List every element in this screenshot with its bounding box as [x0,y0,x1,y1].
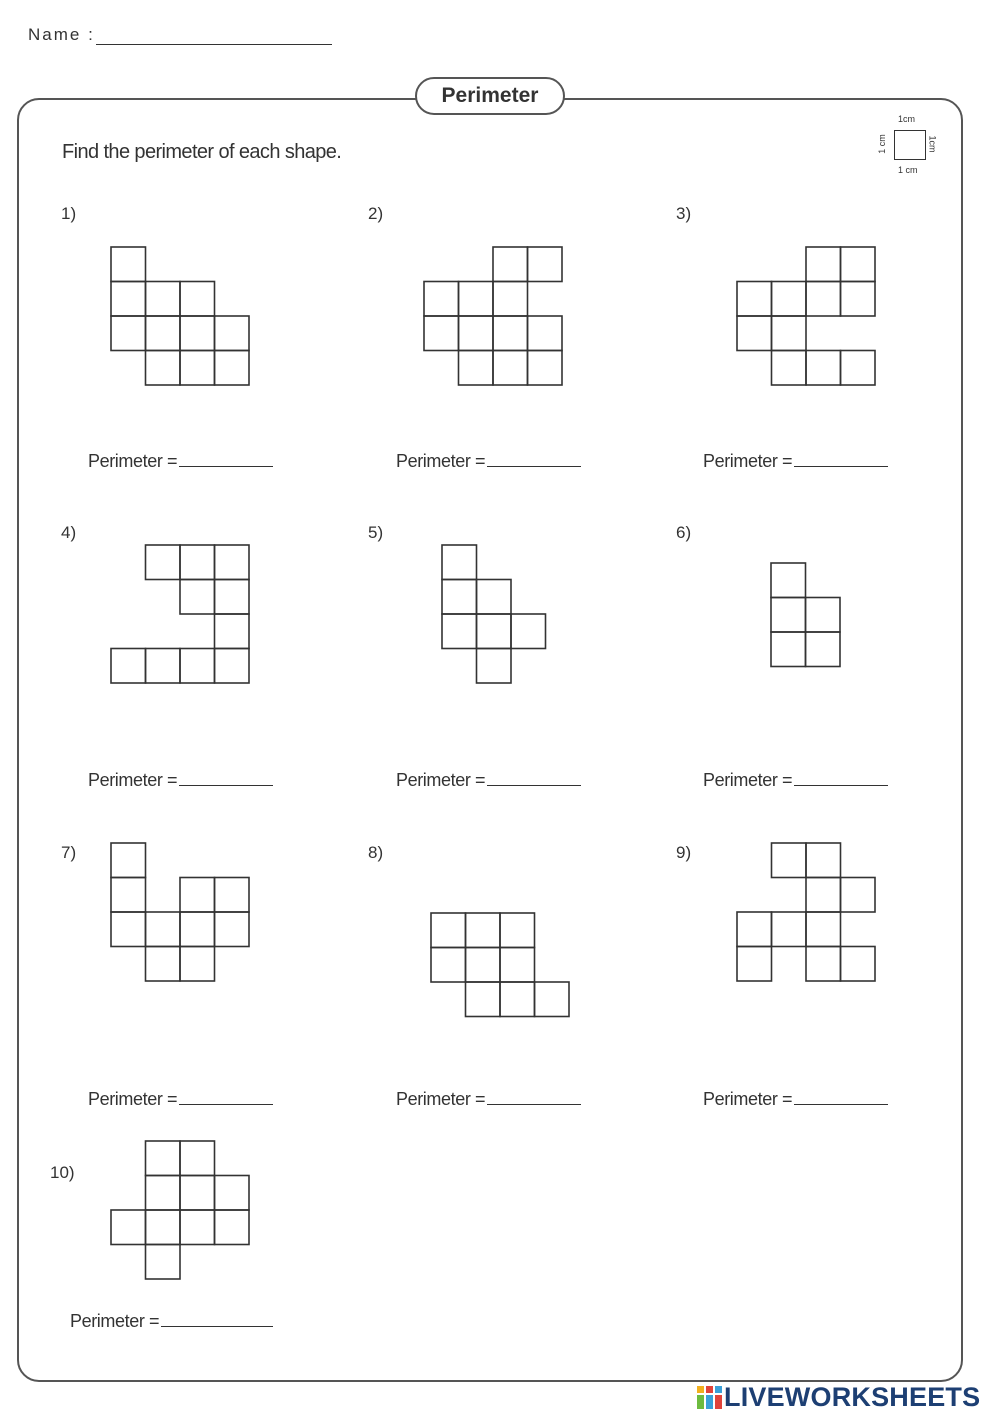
worksheet-title: Perimeter [415,77,565,115]
grid-cell [528,316,563,351]
grid-cell [146,947,181,982]
problem-4-answer[interactable] [88,770,273,791]
liveworksheets-logo-icon [697,1386,723,1410]
grid-cell [511,614,546,649]
grid-cell [215,1176,250,1211]
problem-1-answer[interactable] [88,451,273,472]
problem-10-number: 10) [50,1163,75,1182]
grid-cell [535,982,570,1017]
grid-cell [466,982,501,1017]
grid-cell [442,614,477,649]
grid-cell [180,545,215,580]
grid-cell [146,1245,181,1280]
grid-cell [111,247,146,282]
grid-cell [477,614,512,649]
grid-cell [772,282,807,317]
problem-2-answer[interactable] [396,451,581,472]
grid-cell [493,316,528,351]
legend-top-label: 1cm [898,114,916,124]
grid-cell [146,316,181,351]
problem-2-answer-label: Perimeter = [396,451,486,471]
legend-right-label: 1cm [927,135,938,153]
problem-8-answer[interactable] [396,1089,581,1110]
grid-cell [841,878,876,913]
grid-cell [215,878,250,913]
grid-cell [771,598,806,633]
problem-9-answer-label: Perimeter = [703,1089,793,1109]
grid-cell [772,316,807,351]
grid-cell [146,1141,181,1176]
grid-cell [111,912,146,947]
grid-cell [841,282,876,317]
grid-cell [215,580,250,615]
grid-cell [466,913,501,948]
problem-5-answer-label: Perimeter = [396,770,486,790]
grid-cell [737,912,772,947]
grid-cell [146,912,181,947]
grid-cell [111,1210,146,1245]
problem-3-answer-label: Perimeter = [703,451,793,471]
problem-6-answer[interactable] [703,770,888,791]
grid-cell [442,580,477,615]
problem-4-answer-label: Perimeter = [88,770,178,790]
problem-7-number: 7) [61,843,77,862]
problem-8-answer-label: Perimeter = [396,1089,486,1109]
grid-cell [771,632,806,667]
grid-cell [528,351,563,386]
grid-cell [180,282,215,317]
grid-cell [477,580,512,615]
grid-cell [459,351,494,386]
problem-5-shape [441,544,549,684]
grid-cell [841,247,876,282]
instruction-text: Find the perimeter of each shape. [62,141,342,163]
grid-cell [806,843,841,878]
unit-square [894,130,926,160]
grid-cell [146,649,181,684]
grid-cell [180,912,215,947]
grid-cell [111,843,146,878]
grid-cell [146,351,181,386]
grid-cell [146,1176,181,1211]
grid-cell [806,947,841,982]
legend-bottom-label: 1 cm [898,165,918,175]
grid-cell [737,316,772,351]
grid-cell [806,878,841,913]
problem-3-shape [736,246,878,386]
problem-6-answer-label: Perimeter = [703,770,793,790]
watermark-text: LIVEWORKSHEETS [724,1382,981,1412]
problem-6-number: 6) [676,523,692,542]
grid-cell [180,1176,215,1211]
grid-cell [841,351,876,386]
problem-8-shape [430,912,572,1018]
problem-3-answer[interactable] [703,451,888,472]
grid-cell [459,282,494,317]
grid-cell [442,545,477,580]
grid-cell [477,649,512,684]
grid-cell [180,316,215,351]
grid-cell [215,545,250,580]
name-line[interactable] [96,44,332,45]
grid-cell [772,912,807,947]
legend-left-label: 1 cm [876,134,887,154]
grid-cell [111,282,146,317]
grid-cell [180,580,215,615]
grid-cell [111,316,146,351]
problem-5-answer-blank[interactable] [487,771,581,786]
grid-cell [431,948,466,983]
name-label: Name : [28,25,95,44]
grid-cell [180,878,215,913]
problem-6-answer-blank[interactable] [794,771,888,786]
problem-6-shape [770,562,844,668]
grid-cell [431,913,466,948]
problem-4-number: 4) [61,523,77,542]
problem-5-answer[interactable] [396,770,581,791]
grid-cell [111,878,146,913]
problem-7-answer-label: Perimeter = [88,1089,178,1109]
grid-cell [424,282,459,317]
problem-8-number: 8) [368,843,384,862]
problem-7-answer-blank[interactable] [179,1090,273,1105]
problem-4-answer-blank[interactable] [179,771,273,786]
grid-cell [146,545,181,580]
problem-1-number: 1) [61,204,77,223]
grid-cell [180,947,215,982]
problem-10-answer-label: Perimeter = [70,1311,160,1331]
grid-cell [737,282,772,317]
problem-8-answer-blank[interactable] [487,1090,581,1105]
grid-cell [806,632,841,667]
problem-3-number: 3) [676,204,692,223]
grid-cell [841,947,876,982]
problem-10-answer[interactable] [70,1311,273,1332]
problem-2-answer-blank[interactable] [487,452,581,467]
grid-cell [146,282,181,317]
grid-cell [806,282,841,317]
problem-7-answer[interactable] [88,1089,273,1110]
problem-9-shape [736,842,878,982]
grid-cell [806,912,841,947]
grid-cell [215,649,250,684]
grid-cell [806,351,841,386]
problem-1-shape [110,246,252,386]
grid-cell [180,649,215,684]
problem-9-number: 9) [676,843,692,862]
grid-cell [500,913,535,948]
problem-3-answer-blank[interactable] [794,452,888,467]
grid-cell [180,1210,215,1245]
unit-square-legend [874,112,946,180]
grid-cell [493,351,528,386]
grid-cell [215,1210,250,1245]
grid-cell [215,614,250,649]
problem-2-number: 2) [368,204,384,223]
grid-cell [466,948,501,983]
grid-cell [146,1210,181,1245]
problem-1-answer-label: Perimeter = [88,451,178,471]
problem-4-shape [110,544,252,684]
grid-cell [493,282,528,317]
grid-cell [459,316,494,351]
problem-5-number: 5) [368,523,384,542]
grid-cell [215,351,250,386]
grid-cell [772,351,807,386]
grid-cell [772,843,807,878]
grid-cell [215,316,250,351]
grid-cell [806,247,841,282]
problem-9-answer-blank[interactable] [794,1090,888,1105]
grid-cell [528,247,563,282]
grid-cell [806,598,841,633]
grid-cell [771,563,806,598]
problem-2-shape [423,246,565,386]
grid-cell [737,947,772,982]
grid-cell [180,351,215,386]
problem-10-shape [110,1140,252,1280]
grid-cell [424,316,459,351]
problem-7-shape [110,842,252,982]
problem-9-answer[interactable] [703,1089,888,1110]
grid-cell [500,982,535,1017]
grid-cell [493,247,528,282]
grid-cell [180,1141,215,1176]
grid-cell [215,912,250,947]
grid-cell [500,948,535,983]
problem-10-answer-blank[interactable] [161,1312,273,1327]
grid-cell [111,649,146,684]
problem-1-answer-blank[interactable] [179,452,273,467]
